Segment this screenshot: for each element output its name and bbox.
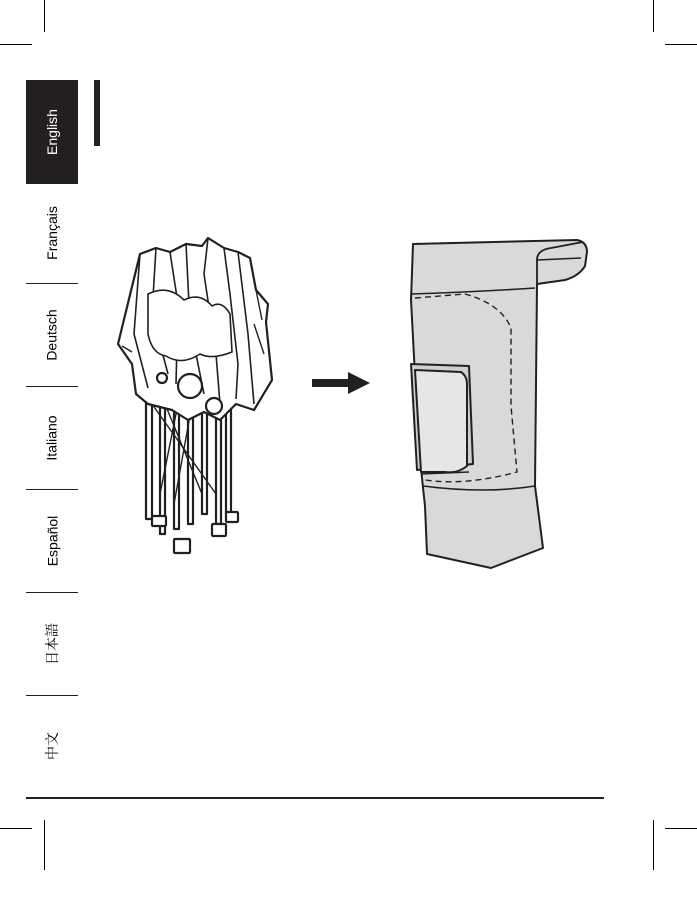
crop-mark <box>44 820 45 870</box>
carry-bag-illustration <box>405 236 589 576</box>
crop-mark <box>0 44 32 45</box>
tab-japanese[interactable] <box>26 593 78 694</box>
tab-english[interactable] <box>26 80 78 184</box>
crop-mark <box>665 44 697 45</box>
tab-espanol[interactable] <box>26 490 78 591</box>
crop-mark <box>665 828 697 829</box>
tab-label: Español <box>44 515 60 566</box>
tab-chinese[interactable] <box>26 696 78 796</box>
tab-label: Deutsch <box>43 309 60 361</box>
crop-mark <box>0 828 32 829</box>
arrow-right-icon <box>312 372 372 394</box>
tab-label: 中文 <box>44 732 60 760</box>
section-marker <box>94 80 100 146</box>
bottom-rule <box>26 797 604 799</box>
tab-label: English <box>43 109 60 155</box>
crop-mark <box>653 0 654 32</box>
tab-label: Français <box>44 206 60 260</box>
tab-italiano[interactable] <box>26 387 78 488</box>
tab-francais[interactable] <box>26 184 78 282</box>
folded-canopy-illustration <box>108 234 278 564</box>
crop-mark <box>44 0 45 32</box>
tab-label: 日本語 <box>44 622 60 665</box>
tab-label: Italiano <box>44 414 60 461</box>
tab-deutsch[interactable] <box>26 284 78 386</box>
crop-mark <box>653 820 654 870</box>
